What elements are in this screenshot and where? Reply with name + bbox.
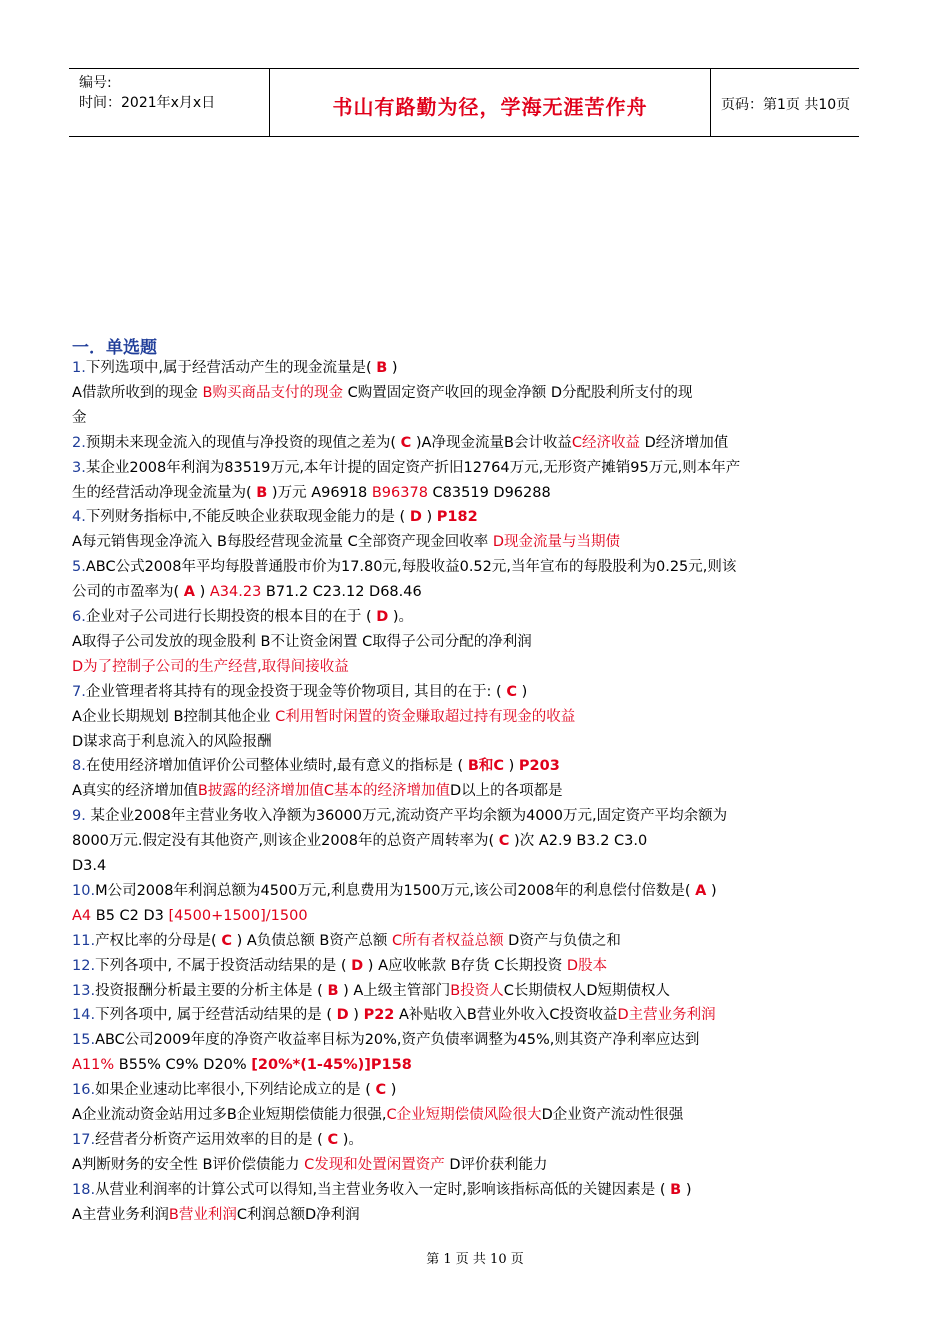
line-text: D经济增加值 — [640, 434, 729, 451]
line-text: 8. — [72, 758, 86, 775]
text-line — [72, 756, 560, 776]
answer-text: B — [327, 982, 339, 999]
answer-text: D — [409, 509, 422, 526]
line-text: 预期未来现金流入的现值与净投资的现值之差为( — [85, 434, 401, 451]
text-line — [72, 1205, 360, 1225]
answer-text: C所有者权益总额 — [391, 932, 504, 949]
line-text: 16. — [72, 1082, 96, 1099]
answer-text: B — [256, 484, 268, 501]
answer-text: D主营业务利润 — [617, 1007, 716, 1024]
text-line — [72, 632, 532, 652]
line-text: 在使用经济增加值评价公司整体业绩时,最有意义的指标是 ( — [85, 758, 468, 775]
line-text: ) A负债总额 B资产总额 — [231, 932, 392, 949]
line-text: ) — [348, 1007, 364, 1024]
line-text: 11. — [72, 932, 96, 949]
answer-text: D — [376, 609, 389, 625]
line-text: 某企业2008年主营业务收入净额为36000万元,流动资产平均余额为4000万元,固定资产平均余额为 — [85, 808, 728, 825]
text-line — [72, 507, 478, 527]
answer-text: B — [670, 1181, 682, 1198]
line-text: 3. — [72, 459, 86, 476]
text-line — [72, 1005, 716, 1025]
answer-text: B购买商品支付的现金 — [202, 384, 343, 401]
line-text: 产权比率的分母是( — [95, 932, 222, 949]
line-text: ) — [706, 882, 717, 899]
line-text: 经营者分析资产运用效率的目的是 ( — [95, 1131, 328, 1148]
text-line — [72, 781, 563, 801]
answer-text: C企业短期偿债风险很大 — [386, 1107, 542, 1123]
document-time-label: 时间：2021年x月x日 — [79, 95, 216, 111]
line-text: D评价获利能力 — [444, 1156, 548, 1173]
answer-text: C — [506, 683, 517, 700]
answer-text: A — [183, 584, 195, 601]
page-footer: 第 1 页 共 10 页 — [426, 1252, 524, 1267]
answer-text: C — [498, 833, 510, 850]
text-line — [72, 881, 717, 901]
line-text: 生的经营活动净现金流量为( — [72, 484, 257, 501]
text-line — [72, 1130, 363, 1150]
line-text: ) — [387, 360, 398, 376]
text-line — [72, 557, 736, 577]
answer-text: [4500+1500]/1500 — [168, 907, 308, 924]
text-line — [72, 532, 620, 552]
line-text: 4. — [72, 509, 86, 526]
line-text: 投资报酬分析最主要的分析主体是 ( — [95, 982, 328, 999]
answer-text: P182 — [436, 509, 478, 526]
line-text: M公司2008年利润总额为4500万元,利息费用为1500万元,该公司2008年的利息偿付倍数是( — [95, 882, 696, 899]
text-line — [72, 408, 87, 428]
answer-text: A — [695, 882, 707, 899]
line-text: 下列财务指标中,不能反映企业获取现金能力的是 ( — [85, 509, 410, 526]
text-line — [72, 433, 728, 453]
answer-text: D — [336, 1007, 349, 1024]
line-text: )次 A2.9 B3.2 C3.0 — [509, 833, 648, 850]
text-line — [72, 707, 575, 727]
answer-text: B营业利润 — [168, 1206, 237, 1223]
text-line — [72, 383, 693, 403]
line-text: 10. — [72, 882, 96, 899]
line-text: ) A上级主管部门 — [338, 982, 451, 999]
text-line — [72, 358, 398, 378]
line-text: ) — [421, 509, 437, 526]
answer-text: C经济收益 — [571, 434, 641, 451]
text-line — [72, 1055, 412, 1075]
line-text: 金 — [72, 409, 87, 426]
line-text: 13. — [72, 982, 96, 999]
line-text: C83519 D96288 — [427, 484, 551, 501]
header-page-cell — [711, 69, 859, 136]
text-line — [72, 906, 308, 926]
document-number-label: 编号: — [79, 75, 112, 91]
line-text: C购置固定资产收回的现金净额 D分配股利所支付的现 — [342, 384, 693, 401]
text-line — [72, 931, 621, 951]
line-text: A取得子公司发放的现金股利 B不让资金闲置 C取得子公司分配的净利润 — [72, 633, 532, 650]
answer-text: P22 — [363, 1007, 395, 1024]
line-text: ) — [386, 1082, 397, 1099]
line-text: 下列各项中, 属于经营活动结果的是 ( — [95, 1007, 337, 1024]
line-text: )。 — [338, 1131, 363, 1148]
line-text: A借款所收到的现金 — [72, 384, 203, 401]
text-line — [72, 981, 670, 1001]
section-title: 一．单选题 — [72, 338, 157, 358]
line-text: A补贴收入B营业外收入C投资收益 — [394, 1007, 618, 1024]
line-text: ABC公司2009年度的净资产收益率目标为20%,资产负债率调整为45%,则其资产净利率应达到 — [95, 1032, 700, 1049]
line-text: D谋求高于利息流入的风险报酬 — [72, 733, 272, 750]
answer-text: A34.23 — [209, 584, 262, 601]
page-number-label: 页码：第1页 共10页 — [721, 97, 851, 113]
text-line — [72, 1080, 396, 1100]
text-line — [72, 483, 551, 503]
line-text: D3.4 — [72, 858, 107, 874]
line-text: ) — [516, 683, 528, 700]
line-text: 7. — [72, 683, 86, 700]
text-line — [72, 1155, 548, 1175]
answer-text: B披露的经济增加值C基本的经济增加值 — [197, 783, 450, 800]
line-text: 15. — [72, 1032, 96, 1049]
line-text: D以上的各项都是 — [450, 783, 563, 800]
text-line — [72, 458, 740, 478]
line-text: B71.2 C23.12 D68.46 — [261, 584, 422, 601]
line-text: A每元销售现金净流入 B每股经营现金流量 C全部资产现金回收率 — [72, 534, 493, 551]
motto-text: 书山有路勤为径，学海无涯苦作舟 — [332, 95, 648, 119]
line-text: A真实的经济增加值 — [72, 783, 198, 800]
answer-text: C — [375, 1082, 387, 1099]
answer-text: A4 — [72, 907, 92, 924]
line-text: 从营业利润率的计算公式可以得知,当主营业务收入一定时,影响该指标高低的关键因素是 ( — [95, 1181, 671, 1198]
answer-text: D为了控制子公司的生产经营,取得间接收益 — [72, 658, 349, 675]
line-text: B55% C9% D20% — [114, 1057, 252, 1074]
line-text: 9. — [72, 808, 86, 825]
line-text: 5. — [72, 559, 86, 576]
line-text: A判断财务的安全性 B评价偿债能力 — [72, 1156, 305, 1173]
header-info-cell — [69, 69, 270, 136]
answer-text: A11% — [72, 1057, 115, 1074]
answer-text: D股本 — [566, 957, 608, 974]
header-table — [69, 68, 859, 137]
line-text: ) — [681, 1181, 692, 1198]
line-text: 如果企业速动比率很小,下列结论成立的是 ( — [95, 1082, 376, 1099]
line-text: 17. — [72, 1131, 96, 1148]
text-line — [72, 956, 607, 976]
answer-text: B投资人 — [450, 982, 504, 999]
line-text: C利润总额D净利润 — [236, 1206, 360, 1223]
answer-text: C — [221, 932, 232, 949]
answer-text: P203 — [518, 758, 560, 775]
header-motto-cell — [270, 69, 711, 136]
line-text: ) — [504, 758, 519, 775]
line-text: 8000万元.假定没有其他资产,则该企业2008年的总资产周转率为( — [72, 833, 499, 850]
line-text: B5 C2 D3 — [91, 907, 169, 924]
text-line — [72, 682, 527, 702]
line-text: D企业资产流动性很强 — [541, 1107, 684, 1123]
line-text: 1. — [72, 360, 86, 376]
text-line — [72, 1180, 692, 1200]
answer-text: B和C — [467, 758, 505, 775]
text-line — [72, 582, 422, 602]
answer-text: D — [351, 957, 364, 974]
answer-text: C利用暂时闲置的资金赚取超过持有现金的收益 — [275, 708, 576, 725]
line-text: 14. — [72, 1007, 96, 1024]
line-text: )。 — [388, 609, 414, 625]
answer-text: B — [376, 360, 388, 376]
line-text: 企业管理者将其持有的现金投资于现金等价物项目, 其目的在于: ( — [85, 683, 507, 700]
line-text: 6. — [72, 609, 86, 625]
line-text: )万元 A96918 — [267, 484, 372, 501]
text-line — [72, 831, 647, 851]
text-line — [72, 732, 272, 752]
line-text: 18. — [72, 1181, 96, 1198]
answer-text: B96378 — [371, 484, 428, 501]
line-text: ABC公式2008年平均每股普通股市价为17.80元,每股收益0.52元,当年宣布的每股股利为0.25元,则该 — [85, 559, 737, 576]
line-text: 某企业2008年利润为83519万元,本年计提的固定资产折旧12764万元,无形资产摊销95万元,则本年产 — [85, 459, 741, 476]
line-text: 下列选项中,属于经营活动产生的现金流量是( — [85, 360, 377, 376]
text-line — [72, 806, 727, 826]
line-text: 企业对子公司进行长期投资的根本目的在于 ( — [85, 609, 377, 625]
line-text: A企业长期规划 B控制其他企业 — [72, 708, 276, 725]
line-text: ) — [195, 584, 210, 601]
line-text: 公司的市盈率为( — [72, 584, 184, 601]
line-text: )A净现金流量B会计收益 — [411, 434, 572, 451]
line-text: 下列各项中, 不属于投资活动结果的是 ( — [95, 957, 352, 974]
line-text: 2. — [72, 434, 86, 451]
text-line — [72, 856, 106, 876]
answer-text: [20%*(1-45%)]P158 — [251, 1057, 412, 1074]
line-text: D资产与负债之和 — [503, 932, 621, 949]
line-text: C长期债权人D短期债权人 — [503, 982, 671, 999]
answer-text: C — [327, 1131, 339, 1148]
line-text: 12. — [72, 957, 96, 974]
answer-text: D现金流量与当期债 — [492, 534, 620, 551]
answer-text: C — [400, 434, 412, 451]
line-text: A主营业务利润 — [72, 1206, 169, 1223]
text-line — [72, 1105, 683, 1125]
text-line — [72, 657, 349, 677]
line-text: ) A应收帐款 B存货 C长期投资 — [363, 957, 567, 974]
answer-text: C发现和处置闲置资产 — [304, 1156, 445, 1173]
text-line — [72, 1030, 699, 1050]
line-text: A企业流动资金站用过多B企业短期偿债能力很强, — [72, 1107, 387, 1123]
text-line — [72, 607, 413, 627]
